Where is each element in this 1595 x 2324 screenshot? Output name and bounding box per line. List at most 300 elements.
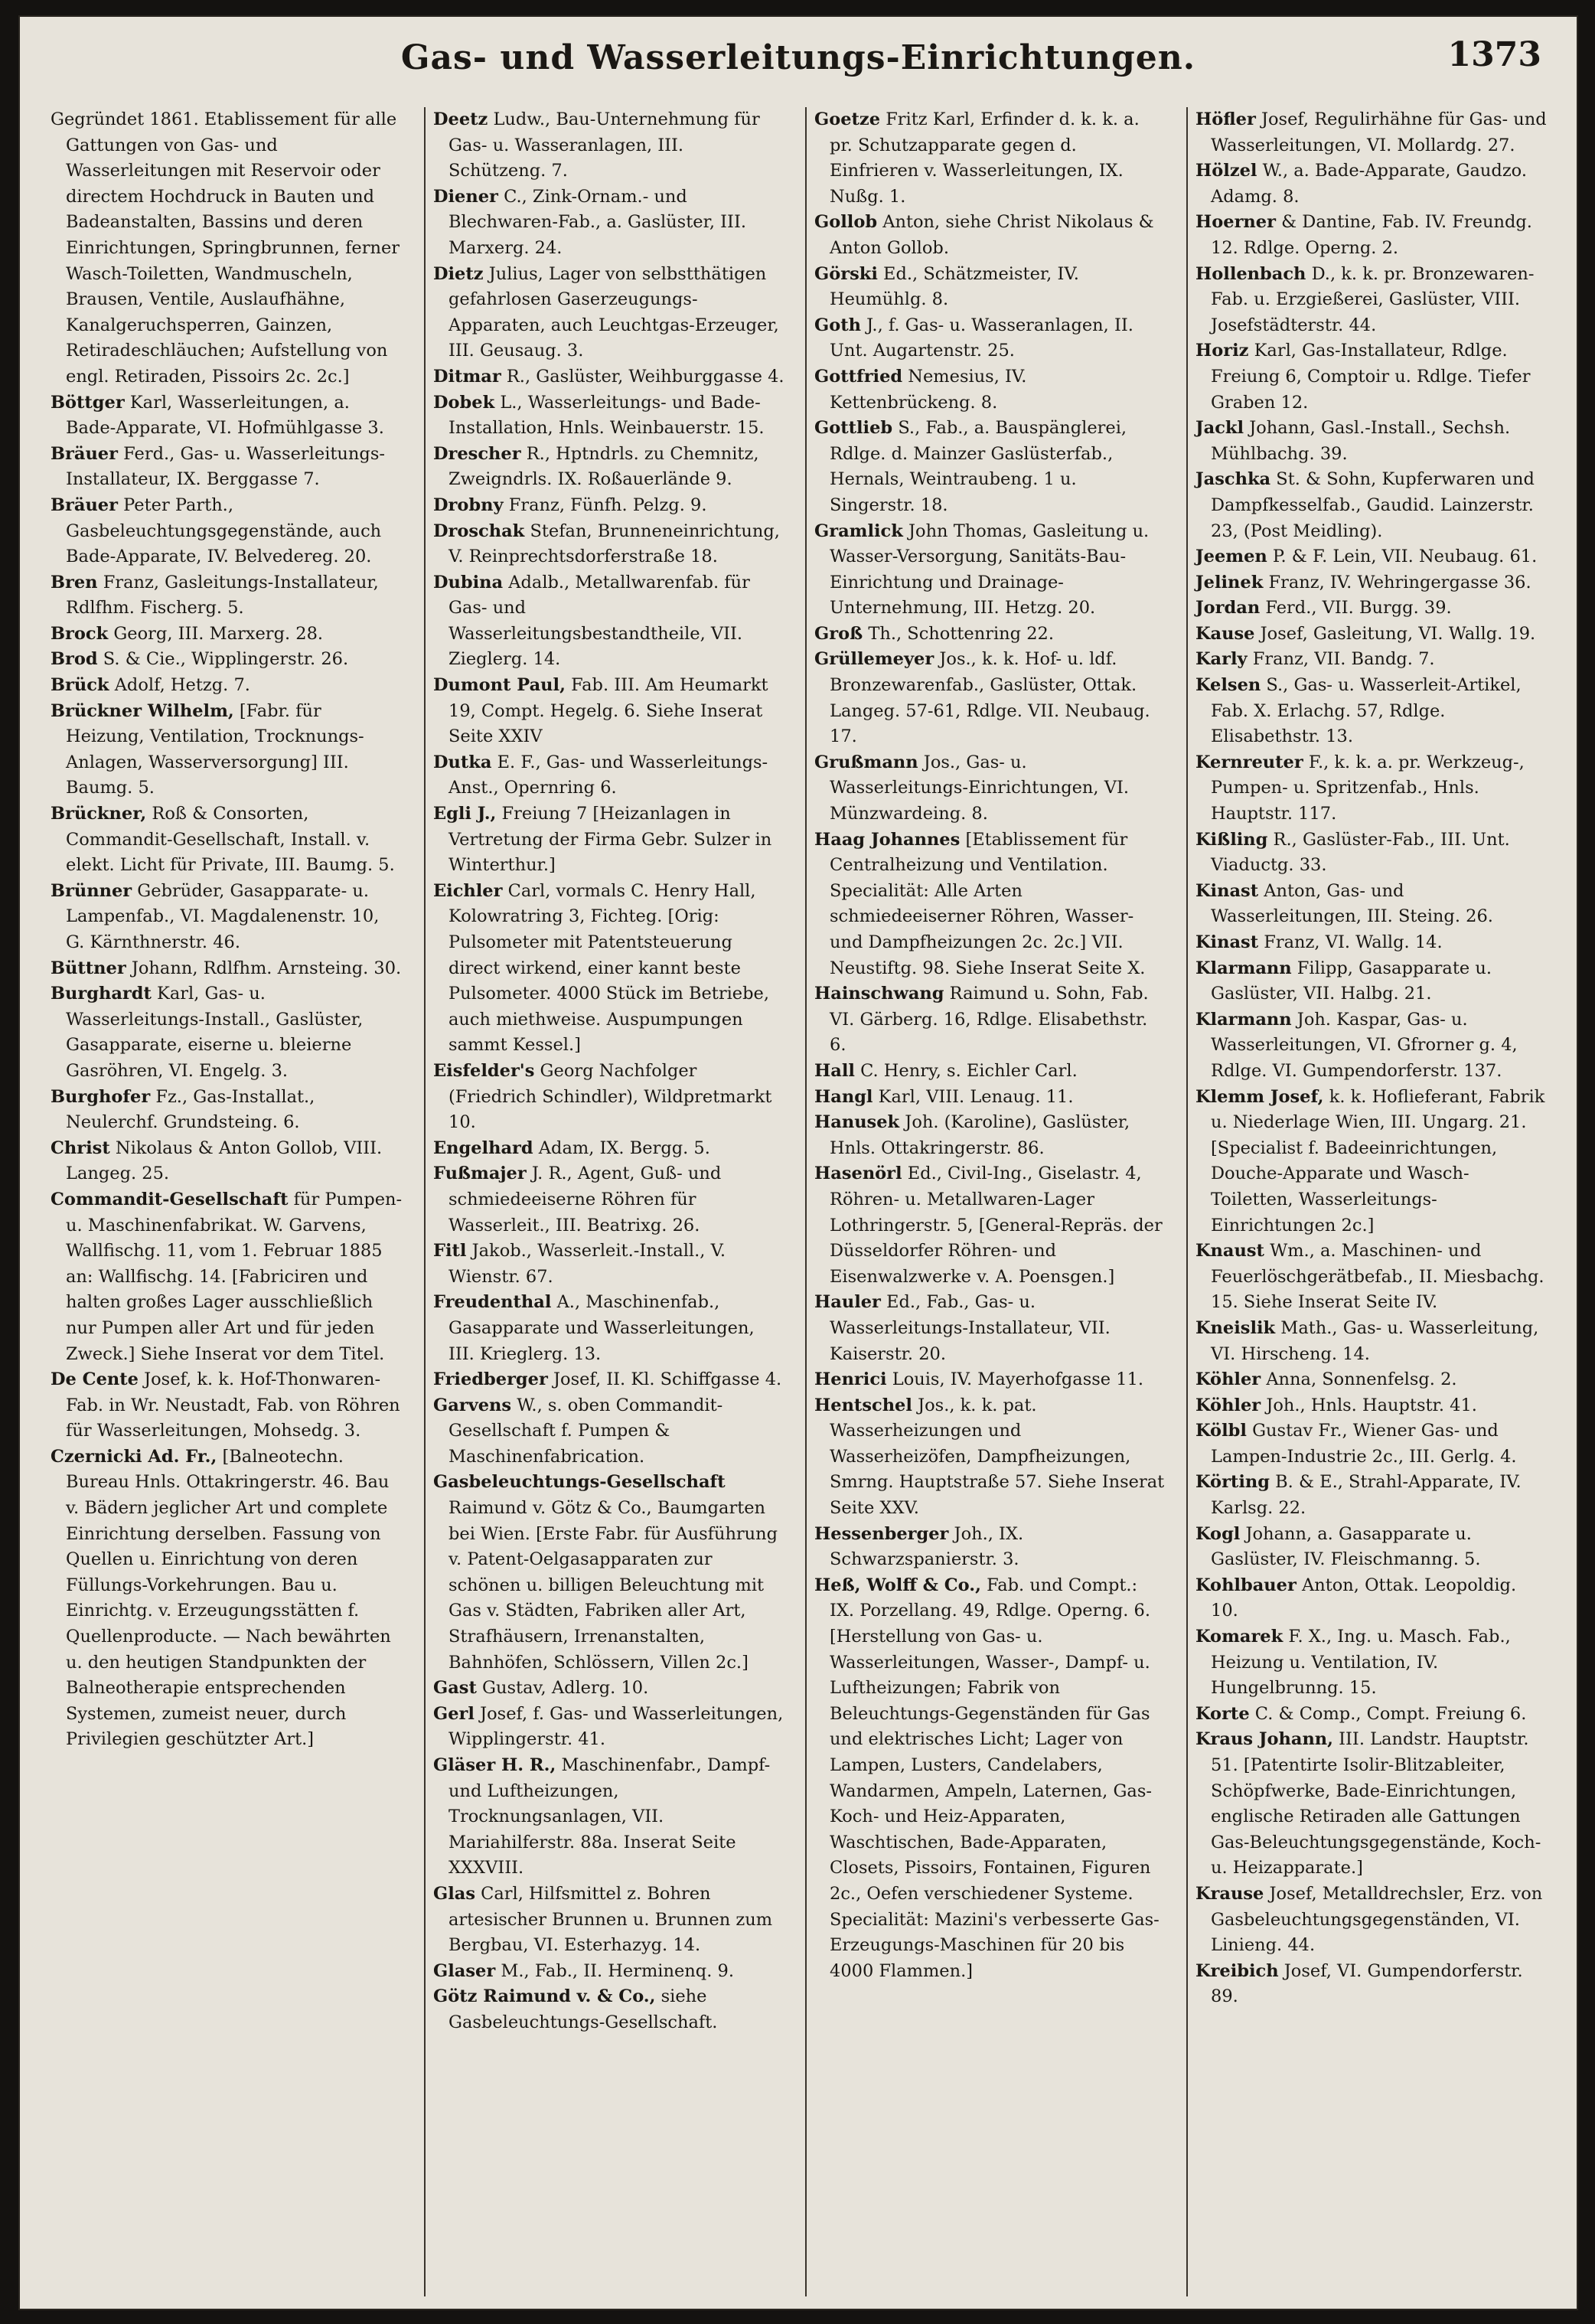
entry-text: Adalb., Metallwarenfab. für Gas- und Wasserleitungsbestandtheile, VII. Zieglerg. 14. xyxy=(448,572,750,670)
entry-text: Jos., Gas- u. Wasserleitungs-Einrichtungen, VI. Münzwardeing. 8. xyxy=(830,752,1130,824)
entry-text: W., s. oben Commandit-Gesellschaft f. Pumpen & Maschinenfabrication. xyxy=(448,1395,723,1467)
entry-text: S. & Cie., Wipplingerstr. 26. xyxy=(103,649,349,670)
entry-name: Köhler xyxy=(1195,1395,1261,1415)
entry-text: k. k. Hoflieferant, Fabrik u. Niederlage Wien, III. Ungarg. 21. [Specialist f. Badeeinrichtungen, Douche-Apparate und Wasch-Toiletten, Wasserleitungs-Einrichtungen 2c.] xyxy=(1211,1086,1545,1235)
entry-text: B. & E., Strahl-Apparate, IV. Karlsg. 22. xyxy=(1211,1472,1522,1519)
entry-text: Franz, Gasleitungs-Installateur, Rdlfhm. Fischerg. 5. xyxy=(66,572,379,619)
entry-text: & Dantine, Fab. IV. Freundg. 12. Rdlge. Operng. 2. xyxy=(1211,212,1532,258)
directory-entry xyxy=(814,210,1166,261)
entry-name: Hainschwang xyxy=(814,984,944,1004)
entry-name: Eisfelder's xyxy=(433,1060,535,1081)
entry-name: Hasenörl xyxy=(814,1164,902,1184)
entry-text: Josef, Regulirhähne für Gas- und Wasserleitungen, VI. Mollardg. 27. xyxy=(1211,109,1547,155)
entry-text: Karl, VIII. Lenaug. 11. xyxy=(878,1086,1074,1107)
entry-text: Julius, Lager von selbstthätigen gefahrlosen Gaserzeugungs-Apparaten, auch Leuchtgas-Erzeuger, III. Geusaug. 3. xyxy=(448,263,779,361)
entry-text: C. Henry, s. Eichler Carl. xyxy=(860,1060,1078,1081)
directory-entry xyxy=(51,1444,403,1753)
entry-name: Korte xyxy=(1195,1703,1250,1724)
directory-entry xyxy=(433,750,785,801)
directory-entry xyxy=(1195,1702,1548,1728)
entry-text: Karl, Gas-Installateur, Rdlge. Freiung 6, Comptoir u. Rdlge. Tiefer Graben 12. xyxy=(1211,341,1531,413)
directory-entry xyxy=(433,879,785,1059)
entry-name: Bräuer xyxy=(51,443,118,464)
directory-entry xyxy=(814,519,1166,622)
directory-entry xyxy=(814,313,1166,364)
directory-entry xyxy=(1195,750,1548,827)
page-header xyxy=(20,24,1577,93)
entry-name: Jelinek xyxy=(1195,572,1264,592)
entry-text: P. & F. Lein, VII. Neubaug. 61. xyxy=(1272,547,1538,567)
entry-name: Bren xyxy=(51,572,98,592)
directory-entry xyxy=(1195,158,1548,210)
entry-name: Gramlick xyxy=(814,521,903,541)
entry-name: Böttger xyxy=(51,392,125,413)
directory-entry xyxy=(1195,827,1548,879)
entry-name: Horiz xyxy=(1195,341,1249,361)
directory-columns xyxy=(43,107,1554,2296)
entry-name: Burghardt xyxy=(51,984,152,1004)
directory-entry xyxy=(1195,956,1548,1007)
directory-entry xyxy=(51,879,403,956)
entry-text: Filipp, Gasapparate u. Gaslüster, VII. Halbg. 21. xyxy=(1211,958,1492,1004)
entry-text: Fab. und Compt.: IX. Porzellang. 49, Rdlge. Operng. 6. [Herstellung von Gas- u. Wasserleitungen, Wasser-, Dampf- u. Luftheizungen; Fabrik von Beleuchtungs-Gegenständen für Gas und elektrisches Licht; Lager von Lampen, Lusters, Candelabers, Wandarmen, Ampeln, Laternen, Gas-Koch- und Heiz-Apparaten, Waschtischen, Bade-Apparaten, Closets, Pissoirs, Fontainen, Figuren 2c., Oefen verschiedener Systeme. Specialität: Mazini's verbesserte Gas-Erzeugungs-Maschinen für 20 bis 4000 Flammen.] xyxy=(830,1575,1160,1981)
directory-entry xyxy=(1195,1573,1548,1624)
directory-entry xyxy=(1195,107,1548,158)
entry-text: Anna, Sonnenfelsg. 2. xyxy=(1266,1369,1457,1390)
directory-entry xyxy=(433,1136,785,1162)
entry-text: Fz., Gas-Installat., Neulerchf. Grundsteing. 6. xyxy=(66,1086,315,1133)
directory-entry xyxy=(433,364,785,390)
entry-text: Louis, IV. Mayerhofgasse 11. xyxy=(892,1369,1144,1390)
entry-name: Büttner xyxy=(51,958,126,978)
entry-name: Ditmar xyxy=(433,366,501,387)
entry-name: Gasbeleuchtungs-Gesellschaft xyxy=(433,1472,726,1493)
directory-entry xyxy=(433,1161,785,1239)
directory-entry xyxy=(51,699,403,801)
entry-text: Carl, vormals C. Henry Hall, Kolowratring 3, Fichteg. [Orig: Pulsometer mit Patentsteuerung direct wirkend, einer kannt beste Pulsometer. 4000 Stück im Betriebe, auch miethweise. Auspumpungen sammt Kessel.] xyxy=(448,880,769,1056)
directory-entry xyxy=(1195,210,1548,261)
entry-name: Brückner Wilhelm, xyxy=(51,700,234,721)
entry-name: Götz Raimund v. & Co., xyxy=(433,1986,656,2007)
entry-text: Josef, Metalldrechsler, Erz. von Gasbeleuchtungsgegenständen, VI. Linieng. 44. xyxy=(1211,1883,1543,1956)
entry-text: J., f. Gas- u. Wasseranlagen, II. Unt. Augartenstr. 25. xyxy=(830,315,1133,361)
directory-entry xyxy=(814,1522,1166,1573)
entry-name: Dubina xyxy=(433,572,504,592)
entry-text: D., k. k. pr. Bronzewaren-Fab. u. Erzgießerei, Gaslüster, VIII. Josefstädterstr. 44. xyxy=(1211,263,1535,335)
entry-name: Groß xyxy=(814,623,863,644)
entry-name: Körting xyxy=(1195,1472,1270,1493)
directory-entry xyxy=(433,570,785,673)
directory-entry xyxy=(433,801,785,879)
directory-entry xyxy=(1195,673,1548,750)
entry-text: C., Zink-Ornam.- und Blechwaren-Fab., a. Gaslüster, III. Marxerg. 24. xyxy=(448,186,746,258)
directory-entry xyxy=(433,1239,785,1290)
entry-text: Adam, IX. Bergg. 5. xyxy=(538,1138,710,1158)
entry-text: R., Gaslüster-Fab., III. Unt. Viaductg. 33. xyxy=(1211,829,1510,876)
directory-entry xyxy=(51,1367,403,1444)
entry-name: Jackl xyxy=(1195,418,1244,439)
entry-name: Hall xyxy=(814,1060,855,1081)
directory-entry xyxy=(433,1393,785,1470)
directory-entry xyxy=(1195,467,1548,544)
entry-text: L., Wasserleitungs- und Bade-Installation, Hnls. Weinbauerstr. 15. xyxy=(448,392,765,439)
entry-text: Ferd., VII. Burgg. 39. xyxy=(1265,598,1452,619)
directory-entry xyxy=(51,1187,403,1367)
entry-name: Fitl xyxy=(433,1241,467,1262)
entry-text: Johann, Rdlfhm. Arnsteing. 30. xyxy=(131,958,402,978)
directory-entry xyxy=(1195,262,1548,339)
entry-text: Karl, Wasserleitungen, a. Bade-Apparate, VI. Hofmühlgasse 3. xyxy=(66,392,384,439)
entry-name: Hollenbach xyxy=(1195,263,1306,284)
entry-name: Deetz xyxy=(433,109,488,129)
entry-text: Jos., k. k. Hof- u. ldf. Bronzewarenfab., Gaslüster, Ottak. Langeg. 57-61, Rdlge. VII. Neubaug. 17. xyxy=(830,649,1150,747)
entry-name: Kelsen xyxy=(1195,675,1261,696)
entry-text: siehe Gasbeleuchtungs-Gesellschaft. xyxy=(448,1986,718,2032)
entry-name: Kölbl xyxy=(1195,1421,1247,1441)
directory-entry xyxy=(1195,930,1548,956)
entry-text: [Etablissement für Centralheizung und Ventilation. Specialität: Alle Arten schmiedeeiserner Röhren, Wasser- und Dampfheizungen 2c. 2c.] VII. Neustiftg. 98. Siehe Inserat Seite X. xyxy=(830,829,1146,978)
entry-name: Engelhard xyxy=(433,1138,533,1158)
entry-text: A., Maschinenfab., Gasapparate und Wasserleitungen, III. Krieglerg. 13. xyxy=(448,1292,755,1364)
entry-name: Commandit-Gesellschaft xyxy=(51,1189,289,1209)
directory-entry xyxy=(1195,1624,1548,1702)
entry-text: Franz, VII. Bandg. 7. xyxy=(1252,649,1435,670)
entry-name: Bräuer xyxy=(51,495,118,515)
entry-text: Joh. (Karoline), Gaslüster, Hnls. Ottakringerstr. 86. xyxy=(830,1112,1130,1158)
entry-text: Fab. III. Am Heumarkt 19, Compt. Hegelg. 6. Siehe Inserat Seite XXIV xyxy=(448,675,768,747)
entry-text: Raimund v. Götz & Co., Baumgarten bei Wien. [Erste Fabr. für Ausführung v. Patent-Oelgasapparaten zur schönen u. billigen Beleuchtung mit Gas v. Städten, Fabriken aller Art, Strafhäusern, Irrenanstalten, Bahnhöfen, Schlössern, Villen 2c.] xyxy=(448,1498,778,1673)
directory-entry xyxy=(433,673,785,750)
entry-name: Hoerner xyxy=(1195,212,1276,233)
directory-entry xyxy=(51,493,403,570)
entry-text: Wm., a. Maschinen- und Feuerlöschgerätbefab., II. Miesbachg. 15. Siehe Inserat Seite IV. xyxy=(1211,1241,1544,1313)
entry-text: Roß & Consorten, Commandit-Gesellschaft, Install. v. elekt. Licht für Private, III. Baumg. 5. xyxy=(66,804,395,876)
entry-text: Franz, VI. Wallg. 14. xyxy=(1264,932,1443,952)
entry-text: E. F., Gas- und Wasserleitungs-Anst., Opernring 6. xyxy=(448,752,768,798)
directory-entry xyxy=(433,390,785,442)
entry-text: für Pumpen- u. Maschinenfabrikat. W. Garvens, Wallfischg. 11, vom 1. Februar 1885 an: Wallfischg. 14. [Fabriciren und halten großes Lager ausschließlich nur Pumpen aller Art und für jeden Zweck.] Siehe Inserat vor dem Titel. xyxy=(66,1189,403,1364)
directory-entry xyxy=(433,1984,785,2035)
entry-name: Gast xyxy=(433,1678,477,1699)
entry-name: Diener xyxy=(433,186,498,207)
entry-text: Nemesius, IV. Kettenbrückeng. 8. xyxy=(830,366,1027,413)
directory-entry xyxy=(1195,1418,1548,1470)
entry-name: Dutka xyxy=(433,752,492,772)
entry-name: Egli J., xyxy=(433,804,497,824)
entry-name: Glas xyxy=(433,1883,476,1904)
entry-text: Math., Gas- u. Wasserleitung, VI. Hirscheng. 14. xyxy=(1211,1317,1539,1364)
directory-entry xyxy=(433,519,785,570)
entry-name: Grüllemeyer xyxy=(814,649,934,670)
directory-entry xyxy=(1195,1470,1548,1521)
directory-entry xyxy=(1195,570,1548,596)
directory-entry xyxy=(433,107,785,184)
directory-entry xyxy=(1195,544,1548,570)
entry-name: Gollob xyxy=(814,212,878,233)
entry-name: Gottlieb xyxy=(814,418,893,439)
entry-name: Kißling xyxy=(1195,829,1268,850)
entry-name: Dietz xyxy=(433,263,484,284)
directory-entry xyxy=(814,1110,1166,1161)
entry-name: Gerl xyxy=(433,1703,475,1724)
column-1 xyxy=(43,107,407,2296)
entry-name: Jordan xyxy=(1195,598,1261,619)
directory-entry xyxy=(51,107,403,390)
directory-entry xyxy=(814,262,1166,313)
entry-name: Kneislik xyxy=(1195,1317,1276,1338)
entry-text: Georg Nachfolger (Friedrich Schindler), Wildpretmarkt 10. xyxy=(448,1060,772,1133)
entry-text: Franz, Fünfh. Pelzg. 9. xyxy=(508,495,707,515)
entry-name: Hentschel xyxy=(814,1395,912,1415)
directory-entry xyxy=(1195,1522,1548,1573)
entry-text: Josef, k. k. Hof-Thonwaren-Fab. in Wr. Neustadt, Fab. von Röhren für Wasserleitungen, Mohsedg. 3. xyxy=(66,1369,400,1441)
directory-entry xyxy=(814,1085,1166,1111)
directory-entry xyxy=(1195,1882,1548,1959)
entry-name: Heß, Wolff & Co., xyxy=(814,1575,981,1595)
entry-text: Josef, VI. Gumpendorferstr. 89. xyxy=(1211,1960,1523,2007)
entry-text: Josef, f. Gas- und Wasserleitungen, Wipplingerstr. 41. xyxy=(448,1703,784,1750)
directory-entry xyxy=(433,1702,785,1753)
entry-name: Gläser H. R., xyxy=(433,1755,556,1775)
entry-text: Johann, a. Gasapparate u. Gaslüster, IV. Fleischmanng. 5. xyxy=(1211,1523,1481,1570)
entry-name: Jeemen xyxy=(1195,547,1267,567)
entry-name: Dumont Paul, xyxy=(433,675,566,696)
entry-name: Brod xyxy=(51,649,98,670)
entry-text: Gegründet 1861. Etablissement für alle Gattungen von Gas- und Wasserleitungen mit Reservoir oder directem Hochdruck in Bauten und Badeanstalten, Bassins und deren Einrichtungen, Springbrunnen, ferner Wasch-Toiletten, Wandmuscheln, Brausen, Ventile, Auslaufhähne, Kanalgeruchsperren, Gainzen, Retiradeschläuchen; Aufstellung von engl. Retiraden, Pissoirs 2c. 2c.] xyxy=(51,109,400,387)
entry-name: Klemm Josef, xyxy=(1195,1086,1324,1107)
entry-text: Ludw., Bau-Unternehmung für Gas- u. Wasseranlagen, III. Schützeng. 7. xyxy=(448,109,760,181)
column-3 xyxy=(805,107,1171,2296)
entry-name: Görski xyxy=(814,263,878,284)
directory-entry xyxy=(433,262,785,364)
entry-name: Drobny xyxy=(433,495,504,515)
entry-name: Dobek xyxy=(433,392,495,413)
entry-name: Goetze xyxy=(814,109,881,129)
entry-name: Hangl xyxy=(814,1086,873,1107)
entry-text: Anton, Ottak. Leopoldig. 10. xyxy=(1211,1575,1517,1621)
entry-name: Kinast xyxy=(1195,932,1259,952)
directory-entry xyxy=(814,981,1166,1059)
entry-name: Eichler xyxy=(433,880,503,901)
entry-text: Karl, Gas- u. Wasserleitungs-Install., Gaslüster, Gasapparate, eiserne u. bleierne Gasröhren, VI. Engelg. 3. xyxy=(66,984,364,1081)
entry-text: S., Fab., a. Bauspänglerei, Rdlge. d. Mainzer Gaslüsterfab., Hernals, Weintraubeng. 1 u. Singerstr. 18. xyxy=(830,418,1127,515)
directory-entry xyxy=(51,390,403,442)
directory-entry xyxy=(1195,622,1548,648)
entry-name: Czernicki Ad. Fr., xyxy=(51,1446,217,1467)
directory-entry xyxy=(814,107,1166,210)
directory-entry xyxy=(1195,1085,1548,1239)
entry-text: Freiung 7 [Heizanlagen in Vertretung der Firma Gebr. Sulzer in Winterthur.] xyxy=(448,804,772,876)
directory-entry xyxy=(814,1059,1166,1085)
entry-text: J. R., Agent, Guß- und schmiedeeiserne Röhren für Wasserleit., III. Beatrixg. 26. xyxy=(448,1164,722,1235)
directory-entry xyxy=(1195,338,1548,416)
entry-name: Knaust xyxy=(1195,1241,1264,1262)
directory-entry xyxy=(51,442,403,493)
entry-name: De Cente xyxy=(51,1369,139,1390)
entry-name: Hölzel xyxy=(1195,161,1257,181)
directory-entry xyxy=(51,622,403,648)
entry-name: Kinast xyxy=(1195,880,1259,901)
directory-entry xyxy=(1195,1727,1548,1882)
directory-entry xyxy=(433,1753,785,1882)
entry-text: [Fabr. für Heizung, Ventilation, Trocknungs-Anlagen, Wasserversorgung] III. Baumg. 5. xyxy=(66,700,364,798)
directory-entry xyxy=(433,493,785,519)
directory-entry xyxy=(433,1470,785,1676)
entry-text: R., Gaslüster, Weihburggasse 4. xyxy=(506,366,784,387)
entry-text: Ed., Schätzmeister, IV. Heumühlg. 8. xyxy=(830,263,1079,310)
entry-name: Friedberger xyxy=(433,1369,548,1390)
directory-entry xyxy=(814,1290,1166,1367)
entry-name: Klarmann xyxy=(1195,958,1292,978)
entry-text: Gustav, Adlerg. 10. xyxy=(482,1678,649,1699)
entry-name: Brock xyxy=(51,623,109,644)
entry-name: Komarek xyxy=(1195,1627,1284,1647)
directory-entry xyxy=(1195,596,1548,622)
entry-name: Kraus Johann, xyxy=(1195,1729,1333,1750)
entry-text: Peter Parth., Gasbeleuchtungsgegenstände, auch Bade-Apparate, IV. Belvedereg. 20. xyxy=(66,495,382,567)
directory-entry xyxy=(51,570,403,622)
page-number: 1373 xyxy=(1447,35,1541,74)
entry-name: Goth xyxy=(814,315,861,335)
entry-text: Ferd., Gas- u. Wasserleitungs-Installateur, IX. Berggasse 7. xyxy=(66,443,385,490)
entry-name: Kogl xyxy=(1195,1523,1241,1544)
entry-name: Glaser xyxy=(433,1960,496,1981)
entry-name: Haag Johannes xyxy=(814,829,961,850)
entry-text: Georg, III. Marxerg. 28. xyxy=(113,623,324,644)
entry-name: Garvens xyxy=(433,1395,512,1415)
entry-text: St. & Sohn, Kupferwaren und Dampfkesselfab., Gaudid. Lainzerstr. 23, (Post Meidling). xyxy=(1211,469,1535,541)
entry-text: Gebrüder, Gasapparate- u. Lampenfab., VI. Magdalenenstr. 10, G. Kärnthnerstr. 46. xyxy=(66,880,380,952)
entry-text: Carl, Hilfsmittel z. Bohren artesischer Brunnen u. Brunnen zum Bergbau, VI. Esterhazyg. 14. xyxy=(448,1883,773,1956)
entry-name: Hauler xyxy=(814,1292,881,1313)
entry-name: Henrici xyxy=(814,1369,887,1390)
entry-text: [Balneotechn. Bureau Hnls. Ottakringerstr. 46. Bau v. Bädern jeglicher Art und complete Einrichtung derselben. Fassung von Quellen u. Einrichtung von deren Füllungs-Vorkehrungen. Bau u. Einrichtg. v. Erzeugungsstätten f. Quellenproducte. — Nach bewährten u. den heutigen Standpunkten der Balneotherapie entsprechenden Systemen, zumeist neuer, durch Privilegien geschützter Art.] xyxy=(66,1446,391,1750)
entry-name: Brückner, xyxy=(51,804,147,824)
directory-entry xyxy=(1195,647,1548,673)
entry-text: F., k. k. a. pr. Werkzeug-, Pumpen- u. Spritzenfab., Hnls. Hauptstr. 117. xyxy=(1211,752,1525,824)
entry-name: Burghofer xyxy=(51,1086,151,1107)
directory-entry xyxy=(814,647,1166,749)
entry-text: F. X., Ing. u. Masch. Fab., Heizung u. Ventilation, IV. Hungelbrunng. 15. xyxy=(1211,1627,1511,1699)
directory-entry xyxy=(433,1290,785,1367)
entry-name: Kernreuter xyxy=(1195,752,1303,772)
entry-name: Brück xyxy=(51,675,109,696)
directory-entry xyxy=(1195,1007,1548,1085)
entry-name: Klarmann xyxy=(1195,1009,1292,1030)
entry-text: Fritz Karl, Erfinder d. k. k. a. pr. Schutzapparate gegen d. Einfrieren v. Wasserleitungen, IX. Nußg. 1. xyxy=(830,109,1140,207)
entry-text: Anton, siehe Christ Nikolaus & Anton Gollob. xyxy=(830,212,1154,258)
entry-name: Christ xyxy=(51,1138,110,1158)
entry-text: John Thomas, Gasleitung u. Wasser-Versorgung, Sanitäts-Bau-Einrichtung und Drainage-Unternehmung, III. Hetzg. 20. xyxy=(830,521,1150,619)
entry-name: Jaschka xyxy=(1195,469,1271,490)
directory-entry xyxy=(433,1367,785,1393)
entry-text: Stefan, Brunneneinrichtung, V. Reinprechtsdorferstraße 18. xyxy=(448,521,780,567)
entry-text: W., a. Bade-Apparate, Gaudzo. Adamg. 8. xyxy=(1211,161,1527,207)
directory-entry xyxy=(433,184,785,262)
directory-entry xyxy=(814,622,1166,648)
directory-entry xyxy=(1195,1316,1548,1367)
entry-name: Grußmann xyxy=(814,752,918,772)
entry-text: Josef, II. Kl. Schiffgasse 4. xyxy=(553,1369,782,1390)
running-title: Gas- und Wasserleitungs-Einrichtungen. xyxy=(400,38,1196,77)
directory-entry xyxy=(433,442,785,493)
entry-text: Joh., Hnls. Hauptstr. 41. xyxy=(1266,1395,1477,1415)
directory-entry xyxy=(1195,416,1548,467)
entry-name: Kohlbauer xyxy=(1195,1575,1297,1595)
entry-text: R., Hptndrls. zu Chemnitz, Zweigndrls. IX. Roßauerlände 9. xyxy=(448,443,759,490)
entry-name: Gottfried xyxy=(814,366,903,387)
directory-entry xyxy=(1195,1393,1548,1419)
entry-text: III. Landstr. Hauptstr. 51. [Patentirte Isolir-Blitzableiter, Schöpfwerke, Bade-Einrichtungen, englische Retiraden alle Gattungen Gas-Beleuchtungsgegenstände, Koch- u. Heizapparate.] xyxy=(1211,1729,1541,1878)
directory-entry xyxy=(814,1367,1166,1393)
column-2 xyxy=(424,107,790,2296)
entry-text: S., Gas- u. Wasserleit-Artikel, Fab. X. Erlachg. 57, Rdlge. Elisabethstr. 13. xyxy=(1211,675,1522,747)
entry-text: Jakob., Wasserleit.-Install., V. Wienstr. 67. xyxy=(448,1241,726,1287)
entry-name: Fußmajer xyxy=(433,1164,527,1184)
directory-entry xyxy=(51,673,403,699)
entry-text: Th., Schottenring 22. xyxy=(868,623,1055,644)
entry-name: Hessenberger xyxy=(814,1523,949,1544)
directory-entry xyxy=(433,1059,785,1136)
entry-name: Kreibich xyxy=(1195,1960,1279,1981)
directory-entry xyxy=(51,956,403,982)
directory-entry xyxy=(433,1882,785,1959)
entry-name: Freudenthal xyxy=(433,1292,552,1313)
directory-page xyxy=(20,17,1577,2309)
directory-entry xyxy=(814,1393,1166,1522)
entry-text: M., Fab., II. Herminenq. 9. xyxy=(501,1960,734,1981)
directory-entry xyxy=(1195,1239,1548,1316)
entry-name: Drescher xyxy=(433,443,521,464)
entry-text: C. & Comp., Compt. Freiung 6. xyxy=(1254,1703,1527,1724)
directory-entry xyxy=(51,647,403,673)
entry-text: Joh., IX. Schwarzspanierstr. 3. xyxy=(830,1523,1024,1570)
entry-name: Karly xyxy=(1195,649,1248,670)
entry-name: Kause xyxy=(1195,623,1255,644)
entry-text: Franz, IV. Wehringergasse 36. xyxy=(1268,572,1531,592)
entry-name: Höfler xyxy=(1195,109,1256,129)
entry-text: Gustav Fr., Wiener Gas- und Lampen-Industrie 2c., III. Gerlg. 4. xyxy=(1211,1421,1517,1467)
entry-text: Nikolaus & Anton Gollob, VIII. Langeg. 25. xyxy=(66,1138,383,1184)
directory-entry xyxy=(51,1085,403,1136)
entry-name: Brünner xyxy=(51,880,132,901)
directory-entry xyxy=(51,981,403,1084)
directory-entry xyxy=(433,1676,785,1702)
directory-entry xyxy=(1195,879,1548,930)
directory-entry xyxy=(814,1573,1166,1985)
entry-text: Raimund u. Sohn, Fab. VI. Gärberg. 16, Rdlge. Elisabethstr. 6. xyxy=(830,984,1149,1056)
directory-entry xyxy=(433,1959,785,1985)
entry-text: Maschinenfabr., Dampf- und Luftheizungen, Trocknungsanlagen, VII. Mariahilferstr. 88a. Inserat Seite XXXVIII. xyxy=(448,1755,771,1878)
directory-entry xyxy=(814,827,1166,982)
entry-name: Hanusek xyxy=(814,1112,900,1133)
directory-entry xyxy=(814,416,1166,518)
entry-name: Droschak xyxy=(433,521,525,541)
column-4 xyxy=(1186,107,1552,2296)
directory-entry xyxy=(1195,1367,1548,1393)
entry-text: Joh. Kaspar, Gas- u. Wasserleitungen, VI. Gfrorner g. 4, Rdlge. VI. Gumpendorferstr. 137. xyxy=(1211,1009,1518,1081)
entry-text: Ed., Civil-Ing., Giselastr. 4, Röhren- u. Metallwaren-Lager Lothringerstr. 5, [General-Repräs. der Düsseldorfer Röhren- und Eisenwalzwerke v. A. Poensgen.] xyxy=(830,1164,1163,1287)
directory-entry xyxy=(814,750,1166,827)
entry-text: Josef, Gasleitung, VI. Wallg. 19. xyxy=(1260,623,1536,644)
entry-text: Ed., Fab., Gas- u. Wasserleitungs-Installateur, VII. Kaiserstr. 20. xyxy=(830,1292,1111,1364)
directory-entry xyxy=(814,364,1166,416)
entry-text: Jos., k. k. pat. Wasserheizungen und Wasserheizöfen, Dampfheizungen, Smrng. Hauptstraße 57. Siehe Inserat Seite XXV. xyxy=(830,1395,1165,1519)
entry-text: Johann, Gasl.-Install., Sechsh. Mühlbachg. 39. xyxy=(1211,418,1511,464)
directory-entry xyxy=(51,801,403,879)
entry-text: Adolf, Hetzg. 7. xyxy=(114,675,250,696)
directory-entry xyxy=(814,1161,1166,1290)
